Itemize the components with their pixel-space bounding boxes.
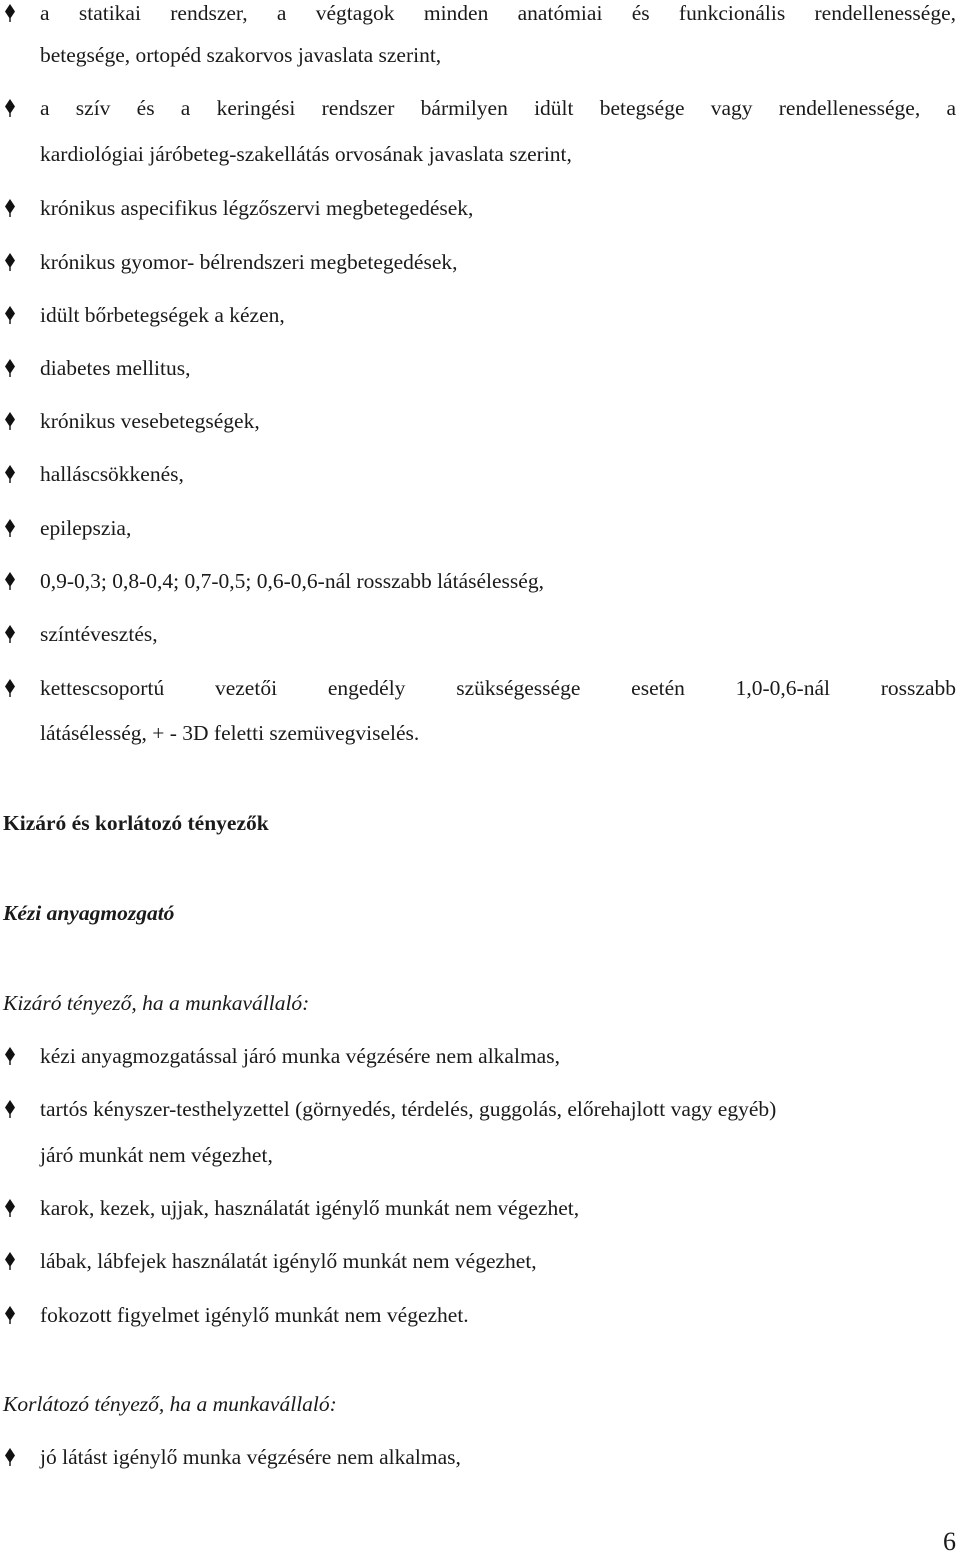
restriction-label: Korlátozó tényező, ha a munkavállaló:: [3, 1392, 337, 1416]
list-item-line: krónikus aspecifikus légzőszervi megbetegedések,: [40, 196, 474, 220]
diamond-bullet-icon: [3, 621, 17, 647]
list-item-line: járó munkát nem végezhet,: [40, 1143, 273, 1167]
diamond-bullet-icon: [3, 515, 17, 541]
diamond-bullet-icon: [3, 1444, 17, 1470]
diamond-bullet-icon: [3, 1302, 17, 1328]
list-item-line: kettescsoportú vezetői engedély szükségessége esetén 1,0-0,6-nál rosszabb: [40, 676, 956, 700]
diamond-bullet-icon: [3, 249, 17, 275]
list-item-line: színtévesztés,: [40, 622, 158, 646]
diamond-bullet-icon: [3, 1248, 17, 1274]
diamond-bullet-icon: [3, 461, 17, 487]
diamond-bullet-icon: [3, 195, 17, 221]
list-item-line: betegsége, ortopéd szakorvos javaslata szerint,: [40, 43, 442, 67]
list-item-line: jó látást igénylő munka végzésére nem alkalmas,: [40, 1445, 461, 1469]
diamond-bullet-icon: [3, 355, 17, 381]
list-item-line: látásélesség, + - 3D feletti szemüvegviselés.: [40, 721, 420, 745]
list-item-line: karok, kezek, ujjak, használatát igénylő munkát nem végezhet,: [40, 1196, 580, 1220]
list-item-line: fokozott figyelmet igénylő munkát nem végezhet.: [40, 1303, 469, 1327]
diamond-bullet-icon: [3, 1195, 17, 1221]
exclusion-label: Kizáró tényező, ha a munkavállaló:: [3, 991, 310, 1015]
list-item-line: kézi anyagmozgatással járó munka végzésére nem alkalmas,: [40, 1044, 560, 1068]
diamond-bullet-icon: [3, 675, 17, 701]
diamond-bullet-icon: [3, 1043, 17, 1069]
list-item-line: diabetes mellitus,: [40, 356, 191, 380]
list-item-line: idült bőrbetegségek a kézen,: [40, 303, 285, 327]
list-item-line: tartós kényszer-testhelyzettel (görnyedés, térdelés, guggolás, előrehajlott vagy egyéb): [40, 1097, 777, 1121]
list-item-line: lábak, lábfejek használatát igénylő munkát nem végezhet,: [40, 1249, 537, 1273]
list-item-line: halláscsökkenés,: [40, 462, 184, 486]
list-item-line: 0,9-0,3; 0,8-0,4; 0,7-0,5; 0,6-0,6-nál rosszabb látásélesség,: [40, 569, 544, 593]
diamond-bullet-icon: [3, 568, 17, 594]
diamond-bullet-icon: [3, 302, 17, 328]
list-item-line: epilepszia,: [40, 516, 132, 540]
diamond-bullet-icon: [3, 95, 17, 121]
list-item-line: a statikai rendszer, a végtagok minden anatómiai és funkcionális rendellenessége,: [40, 1, 956, 25]
diamond-bullet-icon: [3, 408, 17, 434]
list-item-line: krónikus vesebetegségek,: [40, 409, 260, 433]
diamond-bullet-icon: [3, 1096, 17, 1122]
page-number: 6: [943, 1527, 956, 1556]
list-item-line: kardiológiai járóbeteg-szakellátás orvosának javaslata szerint,: [40, 142, 572, 166]
list-item-line: a szív és a keringési rendszer bármilyen idült betegsége vagy rendellenessége, a: [40, 96, 956, 120]
list-item-line: krónikus gyomor- bélrendszeri megbetegedések,: [40, 250, 458, 274]
section-heading: Kizáró és korlátozó tényezők: [3, 811, 269, 835]
diamond-bullet-icon: [3, 0, 17, 26]
subsection-heading: Kézi anyagmozgató: [3, 901, 175, 925]
